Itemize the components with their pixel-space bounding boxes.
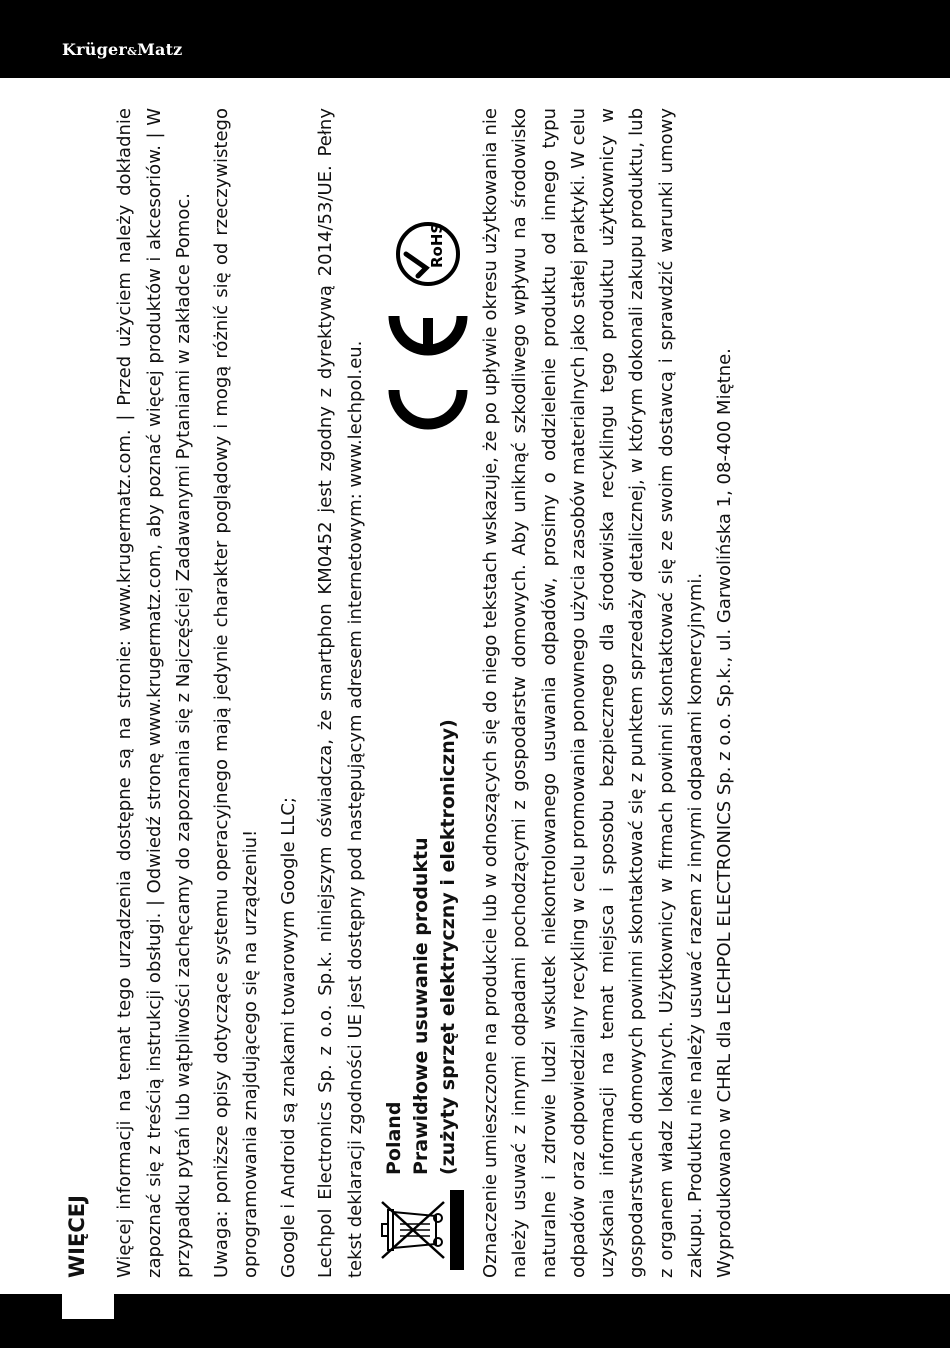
disposal-title-line2: (zużyty sprzęt elektryczny i elektroniczny) <box>437 719 459 1175</box>
footer-bar <box>0 1294 950 1348</box>
page-number-tab <box>62 1294 114 1319</box>
rohs-icon <box>392 218 464 290</box>
country-label: Poland <box>383 1101 405 1175</box>
certification-marks <box>388 218 468 452</box>
weee-underline-bar <box>450 1191 464 1271</box>
manufacturer-paragraph: Wyprodukowano w CHRL dla LECHPOL ELECTRONICS Sp. z o.o. Sp.k., ul. Garwolińska 1, 08-400 Miętne. <box>714 348 736 1278</box>
info-paragraph: Więcej informacji na temat tego urządzenia dostępne są na stronie: www.krugermatz.com. | Przed użyciem należy dokładnie zapoznać się z treścią instrukcji obsługi. | Odwiedź stronę www.krugermatz.com, aby poznać więcej produktów i akcesoriów. | W przypadku pytań lub wątpliwości zachęcamy do zapoznania się z Najczęściej Zadawanymi Pytaniami w zakładce Pomoc. <box>114 108 194 1278</box>
weee-bin-icon <box>378 1183 474 1278</box>
header-bar <box>0 0 950 78</box>
disposal-section-header <box>378 108 476 1278</box>
trademark-paragraph: Google i Android są znakami towarowym Google LLC; <box>277 797 299 1278</box>
rohs-label: RoHS <box>428 222 446 268</box>
brand-logo: Krüger&Matz <box>62 40 183 59</box>
disposal-title <box>381 719 462 1175</box>
declaration-paragraph: Lechpol Electronics Sp. z o.o. Sp.k. niniejszym oświadcza, że smartphon KM0452 jest zgodny z dyrektywą 2014/53/UE. Pełny tekst deklaracji zgodności UE jest dostępny pod następującym adresem internetowym: www.lechpol.eu. <box>315 108 366 1278</box>
rotated-page-content <box>62 108 822 1278</box>
ce-mark-icon <box>388 302 468 452</box>
section-heading: WIĘCEJ <box>65 1195 89 1278</box>
disposal-title-line1: Prawidłowe usuwanie produktu <box>410 837 432 1175</box>
note-paragraph: Uwaga: poniższe opisy dotyczące systemu operacyjnego mają jedynie charakter poglądowy i mogą różnić się od rzeczywistego oprogramowania znajdującego się na urządzeniu! <box>210 108 261 1278</box>
disposal-paragraph: Oznaczenie umieszczone na produkcie lub w odnoszących się do niego tekstach wskazuje, że po upływie okresu użytkowania nie należy usuwać z innymi odpadami pochodzącymi z gospodarstw domowych. Aby uniknąć szkodliwego wpływu na środowisko naturalne i zdrowie ludzi wskutek niekontrolowanego usuwania odpadów, prosimy o oddzielenie produktu od innego typu odpadów oraz odpowiedzialny recykling w celu promowania ponownego użycia zasobów materialnych jako stałej praktyki. W celu uzyskania informacji na temat miejsca i sposobu bezpiecznego dla środowiska recyklingu tego produktu użytkownicy w gospodarstwach domowych powinni skontaktować się z punktem sprzedaży detalicznej, w którym dokonali zakupu produktu, lub z organem władz lokalnych. Użytkownicy w firmach powinni skontaktować się ze swoim dostawcą i sprawdzić warunki umowy zakupu. Produktu nie należy usuwać razem z innymi odpadami komercyjnymi. <box>480 108 707 1278</box>
